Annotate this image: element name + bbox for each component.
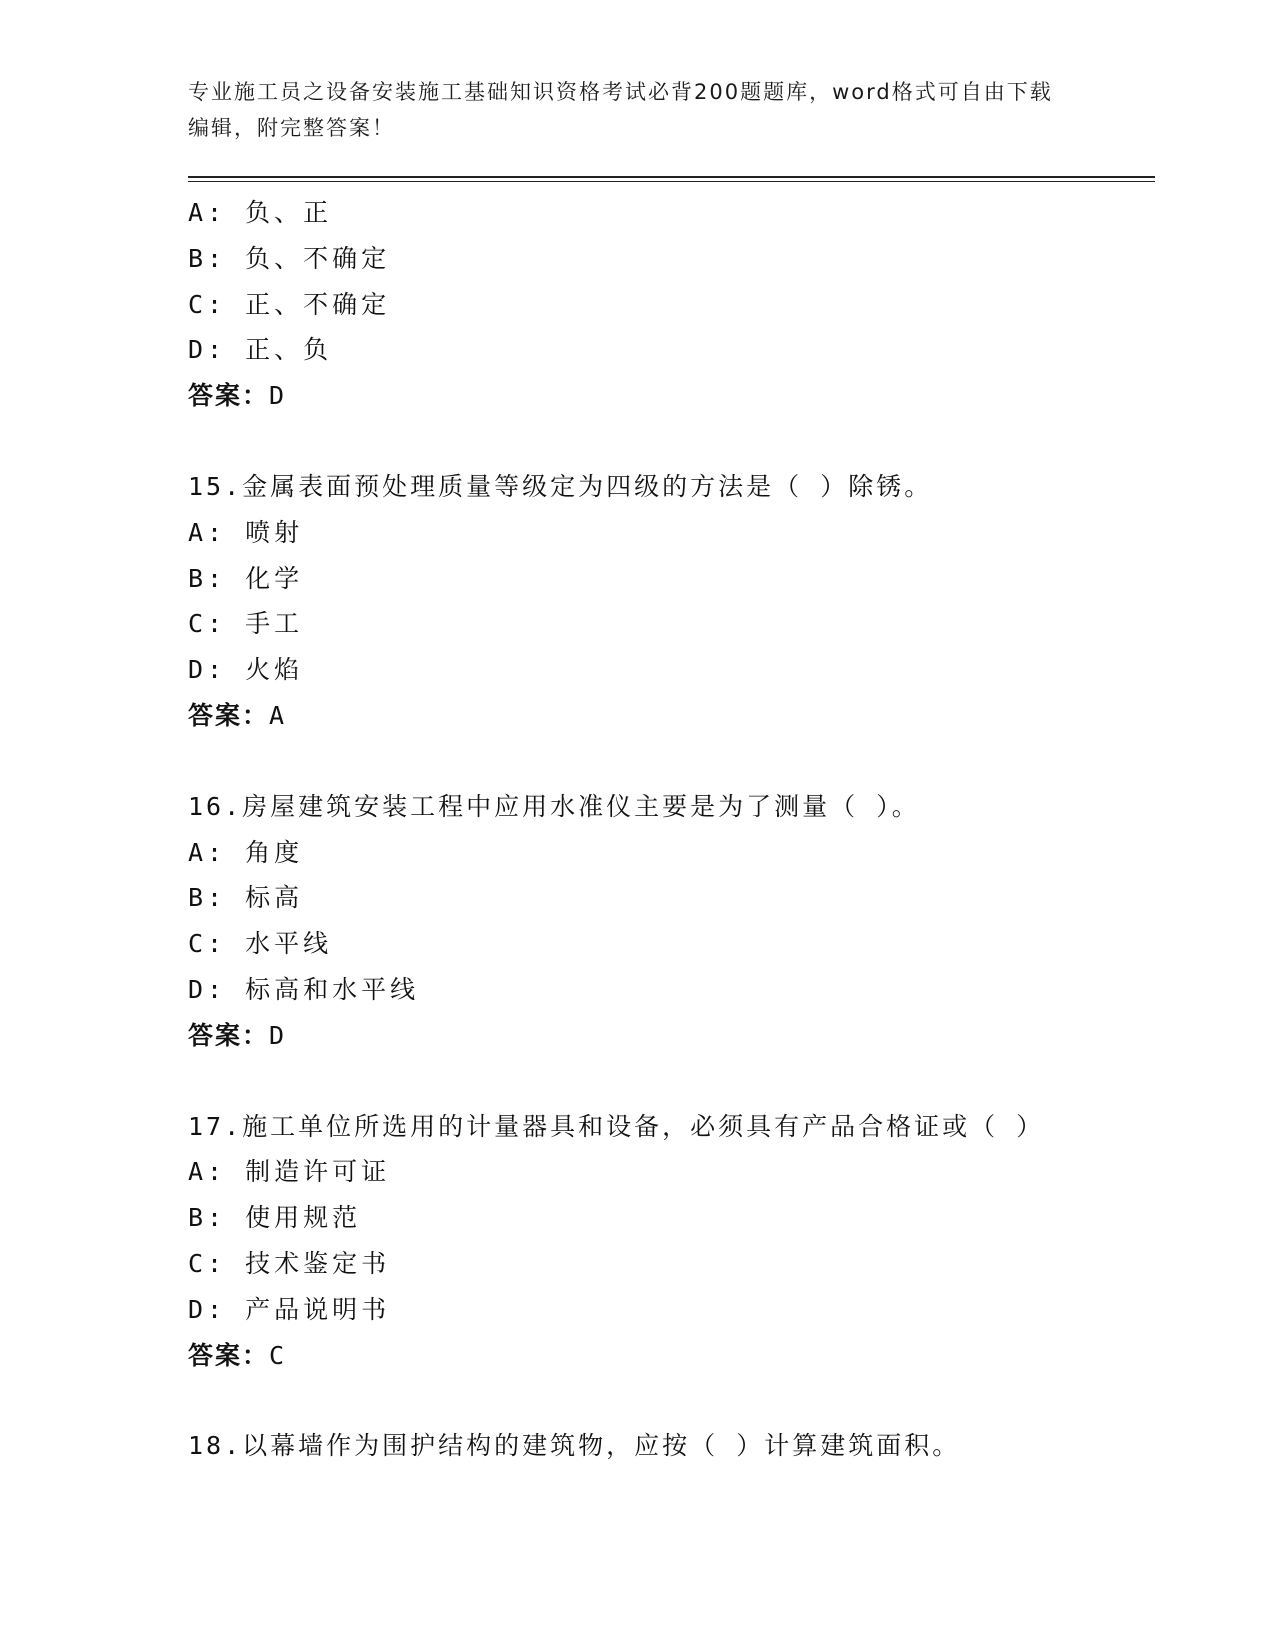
option-label: B: <box>188 563 227 593</box>
answer-line <box>188 373 1168 419</box>
option-a <box>188 190 1168 236</box>
option-text: 正、不确定 <box>245 289 391 319</box>
option-a <box>188 830 1168 876</box>
option-text: 标高和水平线 <box>245 974 420 1004</box>
answer-value: D <box>269 381 287 411</box>
option-b <box>188 556 1168 602</box>
answer-prefix: 答案： <box>188 1020 270 1050</box>
option-label: D: <box>188 335 227 365</box>
answer-prefix: 答案： <box>188 381 270 411</box>
option-text: 化学 <box>245 563 304 593</box>
option-text: 火焰 <box>245 655 304 685</box>
option-d <box>188 647 1168 693</box>
option-text: 手工 <box>245 609 304 639</box>
option-label: B: <box>188 1203 227 1233</box>
option-text: 使用规范 <box>245 1203 362 1233</box>
answer-value: D <box>269 1020 287 1050</box>
option-c <box>188 601 1168 647</box>
option-d <box>188 1287 1168 1333</box>
question-16 <box>188 784 1168 1059</box>
answer-line <box>188 693 1168 739</box>
option-text: 水平线 <box>245 929 333 959</box>
option-label: A: <box>188 198 227 227</box>
option-label: C: <box>188 289 227 319</box>
option-label: A: <box>188 517 227 547</box>
answer-line <box>188 1013 1168 1059</box>
question-stem: 18.以幕墙作为围护结构的建筑物，应按（ ）计算建筑面积。 <box>188 1431 961 1461</box>
option-label: C: <box>188 609 227 639</box>
option-label: C: <box>188 929 227 959</box>
option-b <box>188 875 1168 921</box>
header-divider-thick <box>188 176 1155 178</box>
option-d <box>188 327 1168 373</box>
answer-value: C <box>269 1340 287 1370</box>
option-a <box>188 1149 1168 1195</box>
document-header: 专业施工员之设备安装施工基础知识资格考试必背200题题库，word格式可自由下载编辑，附完整答案！ <box>188 80 1053 140</box>
question-14-continued <box>188 190 1168 419</box>
option-label: B: <box>188 243 227 273</box>
question-list <box>188 190 1168 1469</box>
option-a <box>188 510 1168 556</box>
option-d <box>188 967 1168 1013</box>
answer-line <box>188 1333 1168 1379</box>
option-label: C: <box>188 1248 227 1278</box>
question-stem: 16.房屋建筑安装工程中应用水准仪主要是为了测量（ ）。 <box>188 791 920 821</box>
option-label: D: <box>188 974 227 1004</box>
option-label: D: <box>188 655 227 685</box>
option-label: D: <box>188 1294 227 1324</box>
question-18 <box>188 1423 1168 1469</box>
option-text: 产品说明书 <box>245 1294 391 1324</box>
option-text: 喷射 <box>245 517 304 547</box>
answer-prefix: 答案： <box>188 700 270 730</box>
question-stem: 15.金属表面预处理质量等级定为四级的方法是（ ）除锈。 <box>188 471 933 501</box>
option-b <box>188 236 1168 282</box>
option-label: B: <box>188 883 227 913</box>
answer-prefix: 答案： <box>188 1340 270 1370</box>
option-text: 制造许可证 <box>245 1157 391 1187</box>
option-text: 角度 <box>245 837 304 867</box>
option-label: A: <box>188 1157 227 1187</box>
option-text: 负、正 <box>245 198 333 227</box>
option-text: 标高 <box>245 883 304 913</box>
option-c <box>188 282 1168 328</box>
option-text: 技术鉴定书 <box>245 1248 391 1278</box>
option-label: A: <box>188 837 227 867</box>
question-stem: 17.施工单位所选用的计量器具和设备，必须具有产品合格证或（ ） <box>188 1111 1045 1141</box>
option-c <box>188 921 1168 967</box>
question-15 <box>188 464 1168 739</box>
answer-value: A <box>269 700 287 730</box>
option-b <box>188 1195 1168 1241</box>
header-divider-thin <box>188 181 1155 182</box>
option-text: 负、不确定 <box>245 243 391 273</box>
option-c <box>188 1241 1168 1287</box>
option-text: 正、负 <box>245 335 333 365</box>
question-17 <box>188 1104 1168 1379</box>
